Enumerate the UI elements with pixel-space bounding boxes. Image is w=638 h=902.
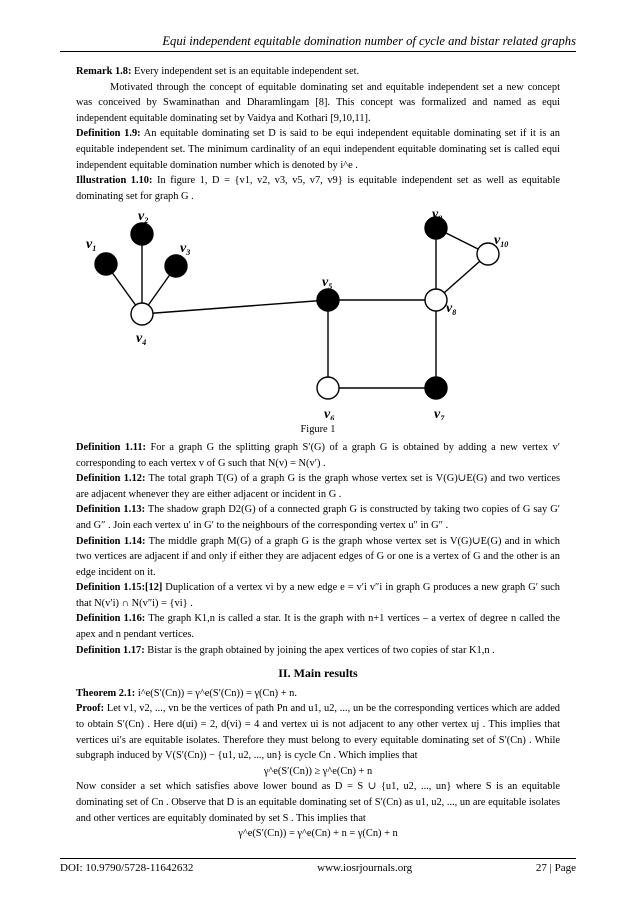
- page-body: [76, 64, 560, 842]
- def-1-11-text: For a graph G the splitting graph S′(G) of a graph G is obtained by adding a new vertex v′ corresponding to each vertex v of G such that N(v) = N(v′) .: [76, 441, 560, 469]
- footer-page-number: 27 | Page: [535, 862, 576, 874]
- def-1-17-label: Definition 1.17:: [76, 644, 145, 656]
- def-1-16-label: Definition 1.16:: [76, 613, 146, 625]
- graph-vertex-label-v6: $v_6$: [324, 407, 335, 421]
- def-1-12-text: The total graph T(G) of a graph G is the graph whose vertex set is V(G)∪E(G) and two vertices are adjacent whenever they are either adjacent or incident in G .: [76, 473, 560, 500]
- graph-vertex-v7: [425, 377, 447, 399]
- graph-vertex-label-v5: $v_5$: [322, 275, 333, 292]
- proof-equation-1: γ^e(S′(Cn)) ≥ γ^e(Cn) + n: [263, 765, 373, 777]
- graph-vertex-label-v8: $v_8$: [446, 301, 457, 318]
- section-heading: II. Main results: [278, 666, 358, 681]
- page-footer: [60, 858, 576, 874]
- graph-edge-v4-v5: [142, 300, 328, 314]
- graph-vertex-v2: [131, 223, 153, 245]
- illustration-1-10: [76, 173, 560, 204]
- graph-vertex-v1: [95, 253, 117, 275]
- graph-vertex-v4: [131, 303, 153, 325]
- def-1-13-text: The shadow graph D2(G) of a connected graph G is constructed by taking two copies of G say G′ and G″ . Join each vertex u′ in G′ to the neighbours of the corresponding vertex u″ in G″ .: [76, 504, 560, 531]
- graph-vertex-v5: [317, 289, 339, 311]
- definition-1-17: [76, 643, 560, 659]
- proof-paragraph-1: [76, 701, 560, 763]
- remark-1-8: [76, 64, 560, 80]
- theorem-statement: i^e(S′(Cn)) = γ^e(S′(Cn)) = γ(Cn) + n.: [135, 687, 297, 699]
- figure-caption: Figure 1: [300, 424, 336, 436]
- remark-text: Every independent set is an equitable independent set.: [131, 66, 360, 77]
- definition-1-13: [76, 502, 560, 533]
- footer-website: www.iosrjournals.org: [317, 862, 413, 874]
- graph-drawing: [76, 208, 560, 420]
- graph-vertex-v3: [165, 255, 187, 277]
- definition-1-15: [76, 580, 560, 611]
- definition-1-9: [76, 126, 560, 173]
- illustration-text: In figure 1, D = {v1, v2, v3, v5, v7, v9} is equitable independent set as well as equitable dominating set for graph G .: [76, 175, 560, 202]
- graph-vertex-label-v10: $v_{10}$: [494, 233, 509, 250]
- graph-vertex-label-v7: $v_7$: [434, 407, 445, 421]
- definition-1-11: [76, 440, 560, 471]
- definition-1-12: [76, 471, 560, 502]
- running-header: Equi independent equitable domination number of cycle and bistar related graphs: [60, 34, 576, 52]
- def-1-15-label: Definition 1.15:[12]: [76, 582, 163, 594]
- graph-vertex-label-v2: $v_2$: [138, 209, 149, 226]
- theorem-label: Theorem 2.1:: [76, 687, 136, 699]
- graph-vertex-v8: [425, 289, 447, 311]
- def-1-14-text: The middle graph M(G) of a graph G is the graph whose vertex set is V(G)∪E(G) and in which two vertices are adjacent if and only if either they are adjacent edges of G or one is a vertex of G and the other is an edge incident on it.: [76, 535, 560, 578]
- footer-doi: DOI: 10.9790/5728-11642632: [60, 862, 194, 874]
- graph-vertex-v6: [317, 377, 339, 399]
- remark-label: Remark 1.8:: [76, 66, 132, 77]
- def-1-12-label: Definition 1.12:: [76, 473, 146, 485]
- graph-vertex-label-v1: $v_1$: [86, 237, 97, 254]
- motivation-paragraph: Motivated through the concept of equitable dominating set and equitable independent set a new concept was conceived by Swaminathan and Dharamlingam [8]. This concept was formalized and named as equi independent equitable dominating set by Vaidya and Kothari [9,10,11].: [76, 81, 560, 124]
- def-1-11-label: Definition 1.11:: [76, 441, 147, 453]
- figure-1-graph: [76, 208, 560, 420]
- def-1-14-label: Definition 1.14:: [76, 535, 146, 547]
- def-1-13-label: Definition 1.13:: [76, 504, 146, 516]
- def-1-15-text: Duplication of a vertex vi by a new edge e = v′i v″i in graph G produces a new graph G′ such that N(v′i) ∩ N(v″i) = {vi} .: [76, 582, 560, 609]
- def-1-9-text: An equitable dominating set D is said to be equi independent equitable dominating set if it is an equitable independent set. The minimum cardinality of an equi independent equitable dominating set is called equi independent equitable domination number which is denoted by i^e .: [76, 128, 560, 171]
- theorem-2-1: [76, 686, 560, 702]
- graph-vertex-label-v9: $v_9$: [432, 208, 443, 224]
- def-1-17-text: Bistar is the graph obtained by joining the apex vertices of two copies of star K1,n .: [144, 644, 495, 656]
- proof-label: Proof:: [76, 703, 105, 715]
- definition-1-14: [76, 534, 560, 581]
- def-1-16-text: The graph K1,n is called a star. It is the graph with n+1 vertices – a vertex of degree n called the apex and n pendant vertices.: [76, 613, 560, 641]
- proof-paragraph-2: Now consider a set which satisfies above lower bound as D = S ∪ {u1, u2, ..., un} where S is an equitable dominating set of Cn . Observe that D is an equitable dominating set of S′(Cn) as u1, u2, ..., un are equitable isolates and other vertices are equitably dominated by set S . This implies that: [76, 781, 560, 824]
- definition-1-16: [76, 611, 560, 642]
- graph-vertex-label-v4: $v_4$: [136, 331, 147, 348]
- illustration-label: Illustration 1.10:: [76, 175, 153, 187]
- def-1-9-label: Definition 1.9:: [76, 128, 141, 140]
- proof-text-1: Let v1, v2, ..., vn be the vertices of path Pn and u1, u2, ..., un be the corresponding vertices which are added to obtain S′(Cn) . Here d(ui) = 2, d(vi) = 4 and vertex ui is not adjacent to any other vertex uj . This implies that vertices ui′s are equitable isolates. Therefore they must belong to every equitable dominating set of S′(Cn) . While subgraph induced by V(S′(Cn)) − {u1, u2, ..., un} is cycle Cn . Which implies that: [76, 703, 560, 762]
- proof-equation-2: γ^e(S′(Cn)) = γ^e(Cn) + n = γ(Cn) + n: [238, 828, 398, 840]
- graph-vertex-label-v3: $v_3$: [180, 241, 191, 258]
